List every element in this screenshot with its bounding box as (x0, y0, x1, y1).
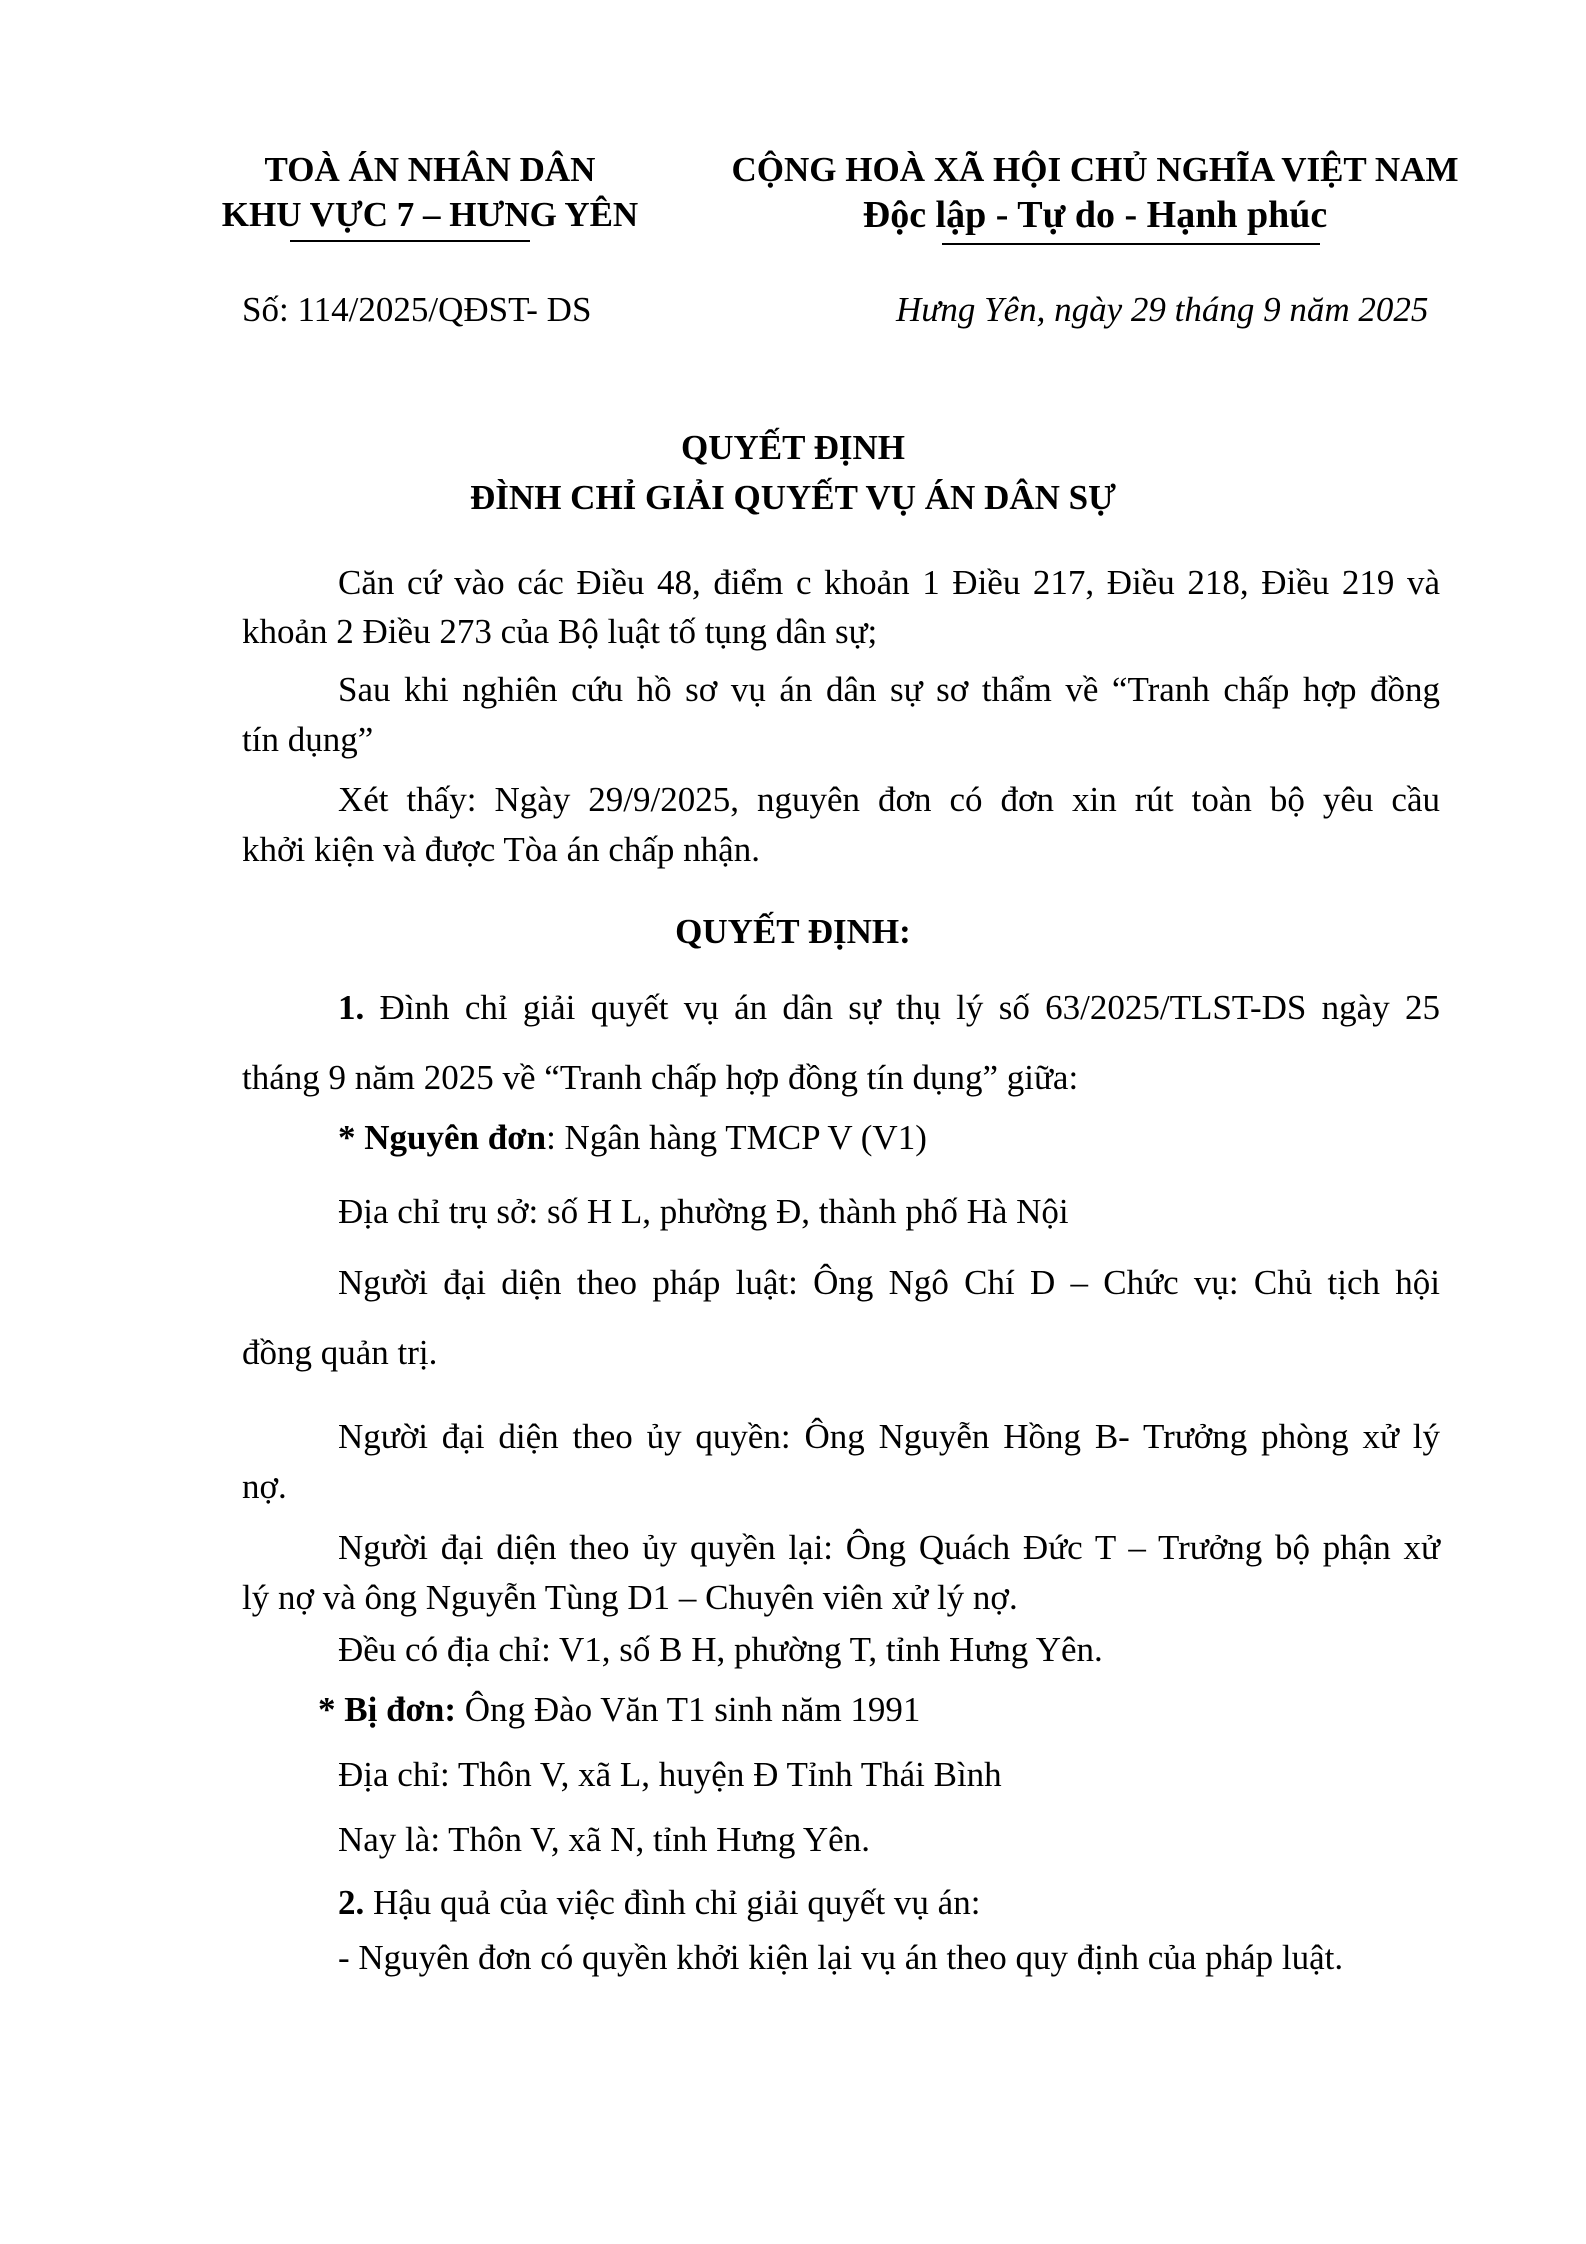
authorized-representative-line1: Người đại diện theo ủy quyền: Ông Nguyễn Hồng B- Trưởng phòng xử lý (338, 1417, 1440, 1456)
item-2-text: Hậu quả của việc đình chỉ giải quyết vụ án: (364, 1883, 981, 1922)
item-1-text: Đình chỉ giải quyết vụ án dân sự thụ lý số 63/2025/TLST-DS ngày 25 (364, 988, 1440, 1027)
decision-item-2 (338, 1883, 980, 1923)
nation-motto-underline (942, 243, 1320, 245)
decision-item-2-bullet: - Nguyên đơn có quyền khởi kiện lại vụ án theo quy định của pháp luật. (338, 1938, 1344, 1977)
court-name-line1: TOÀ ÁN NHÂN DÂN (264, 150, 596, 189)
document-number: Số: 114/2025/QĐST- DS (242, 290, 592, 329)
defendant-line (318, 1690, 920, 1730)
basis-paragraph-3-line2: khởi kiện và được Tòa án chấp nhận. (242, 830, 760, 869)
authorized-representative-line2: nợ. (242, 1467, 287, 1506)
place-and-date: Hưng Yên, ngày 29 tháng 9 năm 2025 (896, 290, 1429, 329)
plaintiff-line (338, 1118, 927, 1158)
item-1-number: 1. (338, 988, 365, 1027)
plaintiff-name: : Ngân hàng TMCP V (V1) (546, 1118, 927, 1157)
plaintiff-label: * Nguyên đơn (338, 1118, 547, 1157)
decision-heading: QUYẾT ĐỊNH: (675, 912, 911, 951)
document-subtitle: ĐÌNH CHỈ GIẢI QUYẾT VỤ ÁN DÂN SỰ (470, 478, 1116, 517)
item-2-number: 2. (338, 1883, 365, 1922)
sub-authorized-representative-line1: Người đại diện theo ủy quyền lại: Ông Quách Đức T – Trưởng bộ phận xử (338, 1528, 1440, 1567)
decision-item-1-line1 (338, 988, 1440, 1028)
defendant-label: * Bị đơn: (318, 1690, 457, 1729)
basis-paragraph-2-line1: Sau khi nghiên cứu hồ sơ vụ án dân sự sơ thẩm về “Tranh chấp hợp đồng (338, 670, 1440, 709)
legal-representative-line1: Người đại diện theo pháp luật: Ông Ngô Chí D – Chức vụ: Chủ tịch hội (338, 1263, 1440, 1302)
basis-paragraph-1-line1: Căn cứ vào các Điều 48, điểm c khoản 1 Điều 217, Điều 218, Điều 219 và (338, 563, 1440, 602)
sub-authorized-representative-line2: lý nợ và ông Nguyễn Tùng D1 – Chuyên viên xử lý nợ. (242, 1578, 1018, 1617)
defendant-name: Ông Đào Văn T1 sinh năm 1991 (456, 1690, 921, 1729)
defendant-address: Địa chỉ: Thôn V, xã L, huyện Đ Tỉnh Thái Bình (338, 1755, 1002, 1794)
court-name-line2: KHU VỰC 7 – HƯNG YÊN (221, 195, 639, 234)
defendant-current-address: Nay là: Thôn V, xã N, tỉnh Hưng Yên. (338, 1820, 870, 1859)
nation-motto: Độc lập - Tự do - Hạnh phúc (862, 194, 1328, 236)
court-name-underline (290, 240, 530, 242)
decision-item-1-line2: tháng 9 năm 2025 về “Tranh chấp hợp đồng tín dụng” giữa: (242, 1058, 1079, 1097)
plaintiff-address: Địa chỉ trụ sở: số H L, phường Đ, thành phố Hà Nội (338, 1192, 1069, 1231)
basis-paragraph-3-line1: Xét thấy: Ngày 29/9/2025, nguyên đơn có đơn xin rút toàn bộ yêu cầu (338, 780, 1440, 819)
document-title: QUYẾT ĐỊNH (681, 428, 905, 467)
basis-paragraph-2-line2: tín dụng” (242, 720, 374, 759)
legal-representative-line2: đồng quản trị. (242, 1333, 438, 1372)
nation-line1: CỘNG HOÀ XÃ HỘI CHỦ NGHĨA VIỆT NAM (731, 150, 1459, 189)
basis-paragraph-1-line2: khoản 2 Điều 273 của Bộ luật tố tụng dân sự; (242, 612, 878, 651)
representatives-address: Đều có địa chỉ: V1, số B H, phường T, tỉnh Hưng Yên. (338, 1630, 1103, 1669)
